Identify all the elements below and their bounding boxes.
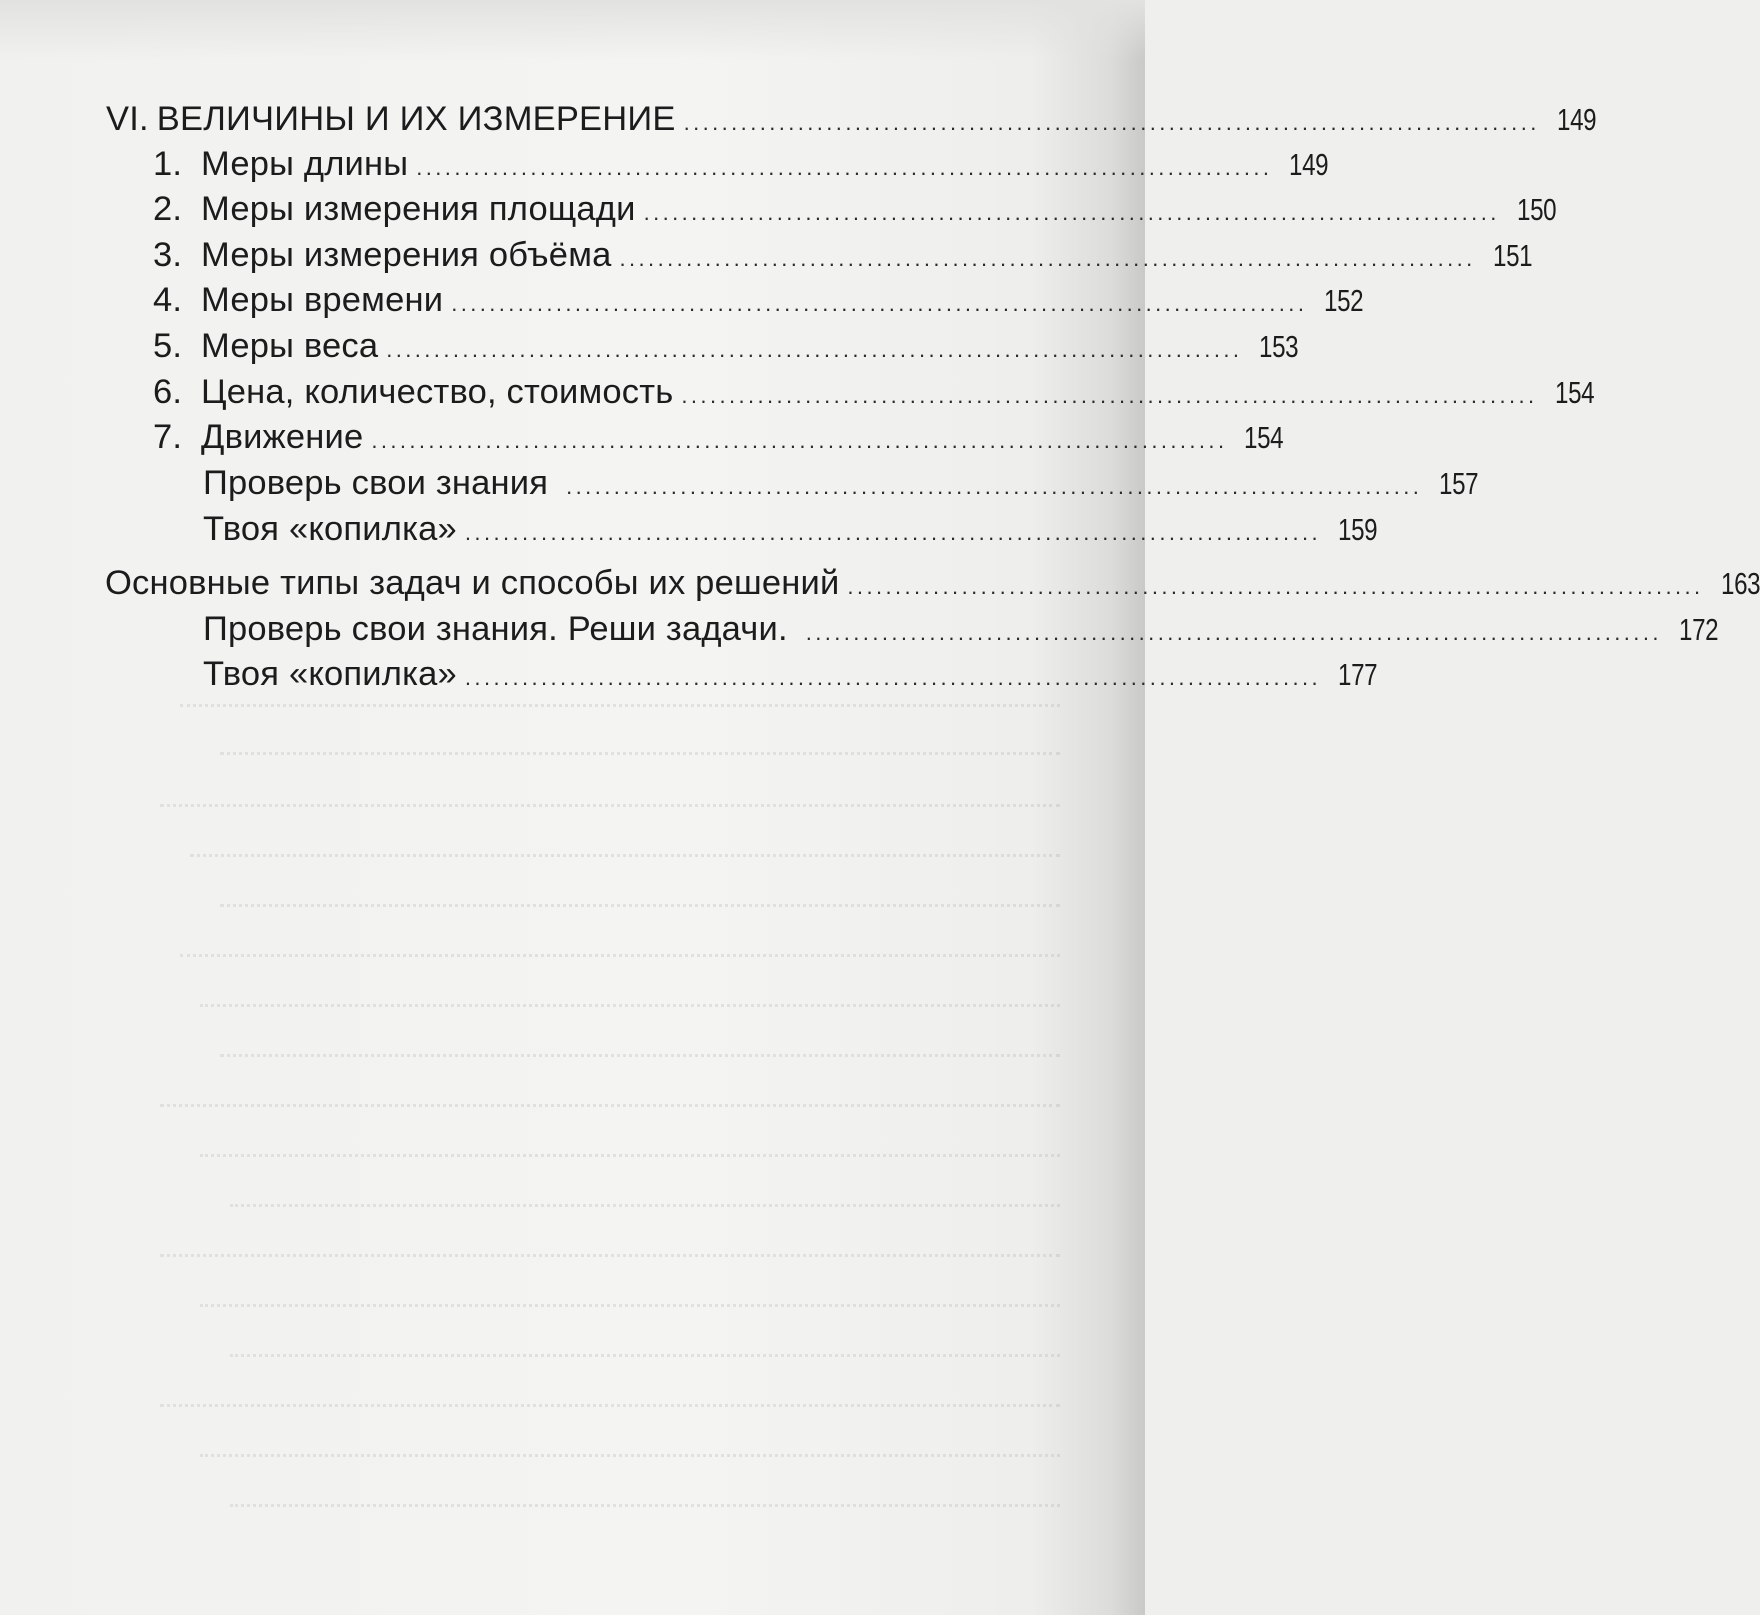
toc-entry-page: 150 <box>1516 192 1556 227</box>
toc-entry-title: Меры измерения площади <box>201 190 636 228</box>
toc-entry-subsection <box>203 464 1479 504</box>
toc-entry-number: 2. <box>153 190 183 228</box>
toc-entry-title: Основные типы задач и способы их решений <box>105 564 840 602</box>
toc-entry-number: 4. <box>153 281 183 319</box>
toc-entry-subsection <box>203 510 1378 550</box>
toc-entry-title: Твоя «копилка» <box>203 510 457 548</box>
toc-entry-page: 154 <box>1244 420 1284 455</box>
toc-leader-dots: .......................................................................................... <box>847 574 1704 599</box>
toc-entry <box>153 281 1364 321</box>
toc-entry-title: Меры времени <box>201 281 444 319</box>
toc-entry-page: 157 <box>1439 466 1479 501</box>
toc-entry-subsection <box>203 610 1719 650</box>
toc-leader-dots: .......................................................................................... <box>619 246 1476 271</box>
toc-entry <box>153 327 1299 367</box>
toc-entry-page: 152 <box>1324 283 1364 318</box>
toc-entry-subsection <box>203 655 1378 695</box>
toc-leader-dots: .......................................................................................... <box>416 155 1273 180</box>
toc-entry-page: 177 <box>1338 657 1378 692</box>
toc-entry-page: 153 <box>1259 329 1299 364</box>
toc-entry-title: Проверь свои знания. Реши задачи. <box>203 610 788 648</box>
toc-entry-page: 163 <box>1720 566 1760 601</box>
toc-entry-page: 159 <box>1338 512 1378 547</box>
toc-entry <box>153 145 1329 185</box>
toc-leader-dots: .......................................................................................... <box>464 520 1322 545</box>
toc-entry <box>153 373 1594 413</box>
toc-entry-page: 149 <box>1556 102 1596 137</box>
toc-entry-page: 149 <box>1289 147 1329 182</box>
toc-entry-number: 6. <box>153 373 183 411</box>
toc-entry-number: 5. <box>153 327 183 365</box>
toc-entry-number: 3. <box>153 236 183 274</box>
toc-leader-dots: .......................................................................................... <box>683 110 1540 135</box>
toc-entry-page: 154 <box>1554 375 1594 410</box>
toc-entry-title: Меры измерения объёма <box>201 236 612 274</box>
toc-entry-title: Твоя «копилка» <box>203 655 457 693</box>
toc-entry-title: ВЕЛИЧИНЫ И ИХ ИЗМЕРЕНИЕ <box>156 100 676 138</box>
toc-entry-title: Меры веса <box>201 327 379 365</box>
page-shadow <box>0 0 1145 60</box>
toc-entry-section <box>105 564 1760 604</box>
toc-leader-dots: .......................................................................................... <box>566 474 1423 499</box>
toc-leader-dots: .......................................................................................... <box>371 428 1228 453</box>
toc-entry-number: 7. <box>153 418 183 456</box>
toc-entry <box>153 190 1556 230</box>
toc-leader-dots: .......................................................................................... <box>386 337 1243 362</box>
toc-leader-dots: .......................................................................................... <box>643 200 1500 225</box>
toc-entry-number: 1. <box>153 145 183 183</box>
toc-entry-title: Цена, количество, стоимость <box>201 373 674 411</box>
toc-entry-chapter <box>106 100 1596 140</box>
toc-leader-dots: .......................................................................................... <box>681 383 1538 408</box>
toc-entry-title: Движение <box>201 418 364 456</box>
toc-entry-title: Меры длины <box>201 145 409 183</box>
toc-leader-dots: .......................................................................................... <box>451 291 1308 316</box>
toc-entry <box>153 236 1532 276</box>
toc-leader-dots: .......................................................................................... <box>464 665 1322 690</box>
toc-entry-number: VI. <box>106 100 149 138</box>
toc-entry <box>153 418 1284 458</box>
toc-entry-page: 172 <box>1678 612 1719 647</box>
toc-entry-title: Проверь свои знания <box>203 464 549 502</box>
toc-leader-dots: .......................................................................................... <box>805 620 1662 645</box>
toc-entry-page: 151 <box>1492 238 1532 273</box>
